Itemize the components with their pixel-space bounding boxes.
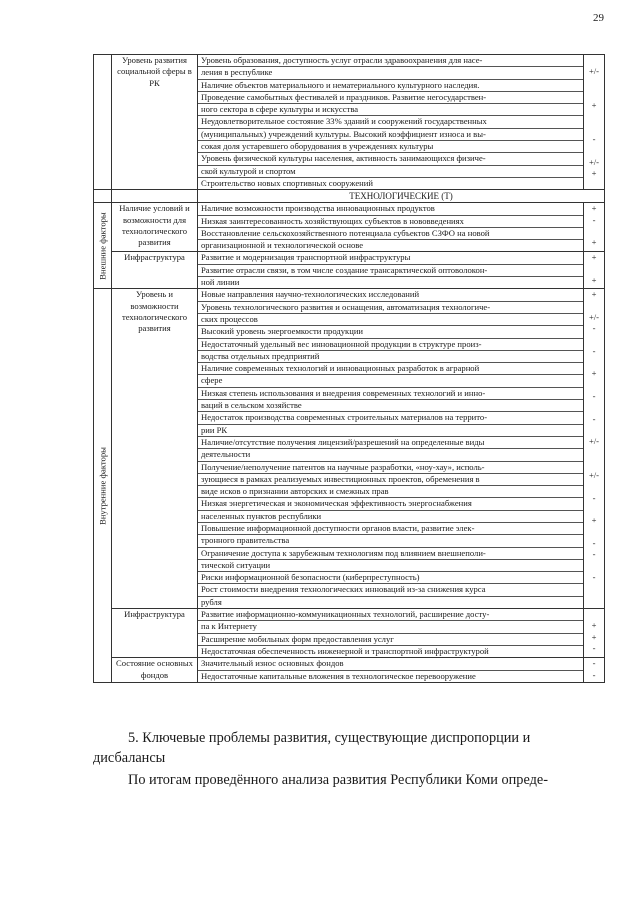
assessment-mark: - xyxy=(592,642,596,653)
blank-cell xyxy=(94,55,112,190)
description-line: организационной и технологической основе xyxy=(201,240,364,251)
description-line: Рост стоимости внедрения технологических инноваций из-за снижения курса xyxy=(198,584,583,596)
assessment-mark: +/- xyxy=(588,311,600,322)
assessment-mark xyxy=(584,380,604,391)
description-line: Расширение мобильных форм предоставления услуг xyxy=(198,634,583,646)
section-header: ТЕХНОЛОГИЧЕСКИЕ (Т) xyxy=(198,190,605,203)
assessment-mark xyxy=(584,459,604,470)
description-line: Наличие возможности производства инновационных продуктов xyxy=(198,203,583,215)
description-line: Развитие и модернизация транспортной инфраструктуры xyxy=(198,252,583,264)
assessment-mark: - xyxy=(592,214,596,225)
description-line: ления в республике xyxy=(198,67,583,79)
factor-category: Наличие условий и возможности для технологического развития xyxy=(112,203,198,252)
description-line: Высокий уровень энергоемкости продукции xyxy=(198,326,583,338)
swot-table xyxy=(93,54,605,683)
assessment-mark: +/- xyxy=(588,436,600,447)
description-line: Значительный износ основных фондов xyxy=(198,658,583,670)
blank-cell xyxy=(94,190,112,203)
table-row xyxy=(94,252,605,289)
assessment-mark xyxy=(584,111,604,122)
factor-description xyxy=(198,203,584,252)
assessment-mark: - xyxy=(592,571,596,582)
factor-assessment xyxy=(584,203,605,252)
factor-category: Инфраструктура xyxy=(112,252,198,289)
description-line: деятельности xyxy=(198,449,583,461)
description-line: Низкая заинтересованность хозяйствующих субъектов в нововведениях xyxy=(198,216,583,228)
factor-description xyxy=(198,609,584,658)
blank-cell xyxy=(112,190,198,203)
description-line: Наличие/отсутствие получения лицензий/разрешений на определенные виды xyxy=(198,437,583,449)
assessment-mark: - xyxy=(592,323,596,334)
table-row xyxy=(94,289,605,609)
description-line: па к Интернету xyxy=(198,621,583,633)
assessment-mark: + xyxy=(591,368,597,379)
description-line: Недостаточные капитальные вложения в технологическое перевооружение xyxy=(201,670,476,681)
description-line: Наличие современных технологий и инновационных разработок в аграрной xyxy=(198,363,583,375)
factor-category: Уровень и возможности технологического развития xyxy=(112,289,198,609)
internal-factors-label-text: Внутренние факторы xyxy=(96,446,107,525)
description-line: ной линии xyxy=(201,277,240,288)
assessment-mark: +/- xyxy=(588,156,600,167)
assessment-mark xyxy=(584,264,604,275)
assessment-mark: - xyxy=(592,537,596,548)
description-line: сокая доля устаревшего оборудования в учреждениях культуры xyxy=(198,141,583,153)
description-line: Развитие отрасли связи, в том числе создание трансарктической оптоволокон- xyxy=(198,265,583,277)
assessment-mark xyxy=(584,560,604,571)
factor-description xyxy=(198,658,584,683)
description-line: Проведение самобытных фестивалей и праздников. Развитие негосударствен- xyxy=(198,92,583,104)
assessment-mark: - xyxy=(592,492,596,503)
section-header-row xyxy=(94,190,605,203)
description-line: рии РК xyxy=(198,425,583,437)
assessment-mark: - xyxy=(592,345,596,356)
factor-category: Состояние основных фондов xyxy=(112,658,198,683)
assessment-mark xyxy=(584,55,604,66)
factor-description xyxy=(198,55,584,190)
assessment-mark xyxy=(584,448,604,459)
assessment-mark: + xyxy=(591,631,597,642)
description-line: ских процессов xyxy=(198,314,583,326)
description-line: рубля xyxy=(201,596,222,607)
factor-assessment xyxy=(584,609,605,658)
description-line: виде исков о признании авторских и смежных прав xyxy=(198,486,583,498)
description-line: Низкая степень использования и внедрения современных технологий и инно- xyxy=(198,388,583,400)
description-line: Неудовлетворительное состояние 33% зданий и сооружений государственных xyxy=(198,116,583,128)
assessment-mark xyxy=(584,609,604,620)
factor-description xyxy=(198,252,584,289)
assessment-mark: - xyxy=(592,134,596,145)
factor-description xyxy=(198,289,584,609)
assessment-mark xyxy=(584,89,604,100)
description-line: (муниципальных) учреждений культуры. Высокий коэффициент износа и вы- xyxy=(198,129,583,141)
assessment-mark xyxy=(584,78,604,89)
assessment-mark xyxy=(584,145,604,156)
section-heading: 5. Ключевые проблемы развития, существующие диспропорции и дисбалансы xyxy=(93,730,531,766)
assessment-mark: + xyxy=(591,237,597,248)
table-row xyxy=(94,658,605,683)
assessment-mark: - xyxy=(592,658,596,669)
assessment-mark xyxy=(584,226,604,237)
assessment-mark xyxy=(584,123,604,134)
assessment-mark: +/- xyxy=(588,66,600,77)
description-line: ного сектора в сфере культуры и искусства xyxy=(198,104,583,116)
description-line: Строительство новых спортивных сооружений xyxy=(201,177,373,188)
page-number: 29 xyxy=(593,12,604,24)
description-line: ской культурой и спортом xyxy=(198,166,583,178)
description-line: сфере xyxy=(198,375,583,387)
factor-assessment xyxy=(584,252,605,289)
description-line: Уровень образования, доступность услуг отрасли здравоохранения для насе- xyxy=(198,55,583,67)
external-factors-label xyxy=(94,203,112,289)
assessment-mark xyxy=(584,481,604,492)
assessment-mark xyxy=(584,425,604,436)
assessment-mark: + xyxy=(591,167,597,178)
assessment-mark: + xyxy=(591,620,597,631)
description-line: Развитие информационно-коммуникационных технологий, расширение досту- xyxy=(198,609,583,621)
factor-assessment xyxy=(584,658,605,683)
description-line: Недостаток производства современных строительных материалов на террито- xyxy=(198,412,583,424)
description-line: Восстановление сельскохозяйственного потенциала субъектов СЗФО на новой xyxy=(198,228,583,240)
description-line: Уровень физической культуры населения, активность занимающихся физиче- xyxy=(198,153,583,165)
table-row xyxy=(94,203,605,252)
factor-category: Уровень развития социальной сферы в РК xyxy=(112,55,198,190)
paragraph: По итогам проведённого анализа развития Республики Коми опреде- xyxy=(128,772,548,788)
assessment-mark xyxy=(584,527,604,538)
factor-assessment xyxy=(584,55,605,190)
description-line: Риски информационной безопасности (киберпреступность) xyxy=(198,572,583,584)
table-row xyxy=(94,609,605,658)
description-line: водства отдельных предприятий xyxy=(198,351,583,363)
factor-assessment xyxy=(584,289,605,609)
assessment-mark: + xyxy=(591,100,597,111)
description-line: Недостаточная обеспеченность инженерной и транспортной инфраструктурой xyxy=(201,645,489,656)
description-line: Низкая энергетическая и экономическая эффективность энергоснабжения xyxy=(198,498,583,510)
assessment-mark: - xyxy=(592,549,596,560)
assessment-mark xyxy=(584,335,604,346)
description-line: Новые направления научно-технологических исследований xyxy=(198,289,583,301)
description-line: тической ситуации xyxy=(198,560,583,572)
assessment-mark: - xyxy=(592,391,596,402)
description-line: Ограничение доступа к зарубежным технологиям под влиянием внешнеполи- xyxy=(198,548,583,560)
description-line: Получение/неполучение патентов на научные разработки, «ноу-хау», исполь- xyxy=(198,462,583,474)
description-line: Недостаточный удельный вес инновационной продукции в структуре произ- xyxy=(198,339,583,351)
assessment-mark: + xyxy=(591,252,597,263)
assessment-mark: + xyxy=(591,515,597,526)
description-line: тронного правительства xyxy=(198,535,583,547)
description-line: Уровень технологического развития и оснащения, автоматизация технологиче- xyxy=(198,302,583,314)
assessment-mark: + xyxy=(591,203,597,214)
internal-factors-label xyxy=(94,289,112,683)
description-line: Наличие объектов материального и нематериального культурного наследия. xyxy=(198,80,583,92)
description-line: населенных пунктов республики xyxy=(198,511,583,523)
assessment-mark xyxy=(584,301,604,312)
assessment-mark: - xyxy=(592,669,596,680)
assessment-mark: + xyxy=(591,289,597,300)
table-row xyxy=(94,55,605,190)
description-line: ваций в сельском хозяйстве xyxy=(198,400,583,412)
assessment-mark: + xyxy=(591,275,597,286)
assessment-mark xyxy=(584,402,604,413)
description-line: зующиеся в рамках реализуемых инвестиционных проектов, обременения в xyxy=(198,474,583,486)
external-factors-label-text: Внешние факторы xyxy=(96,212,107,280)
assessment-mark: - xyxy=(592,413,596,424)
description-line: Повышение информационной доступности органов власти, развитие элек- xyxy=(198,523,583,535)
assessment-mark xyxy=(584,504,604,515)
assessment-mark: +/- xyxy=(588,470,600,481)
assessment-mark xyxy=(584,357,604,368)
factor-category: Инфраструктура xyxy=(112,609,198,658)
